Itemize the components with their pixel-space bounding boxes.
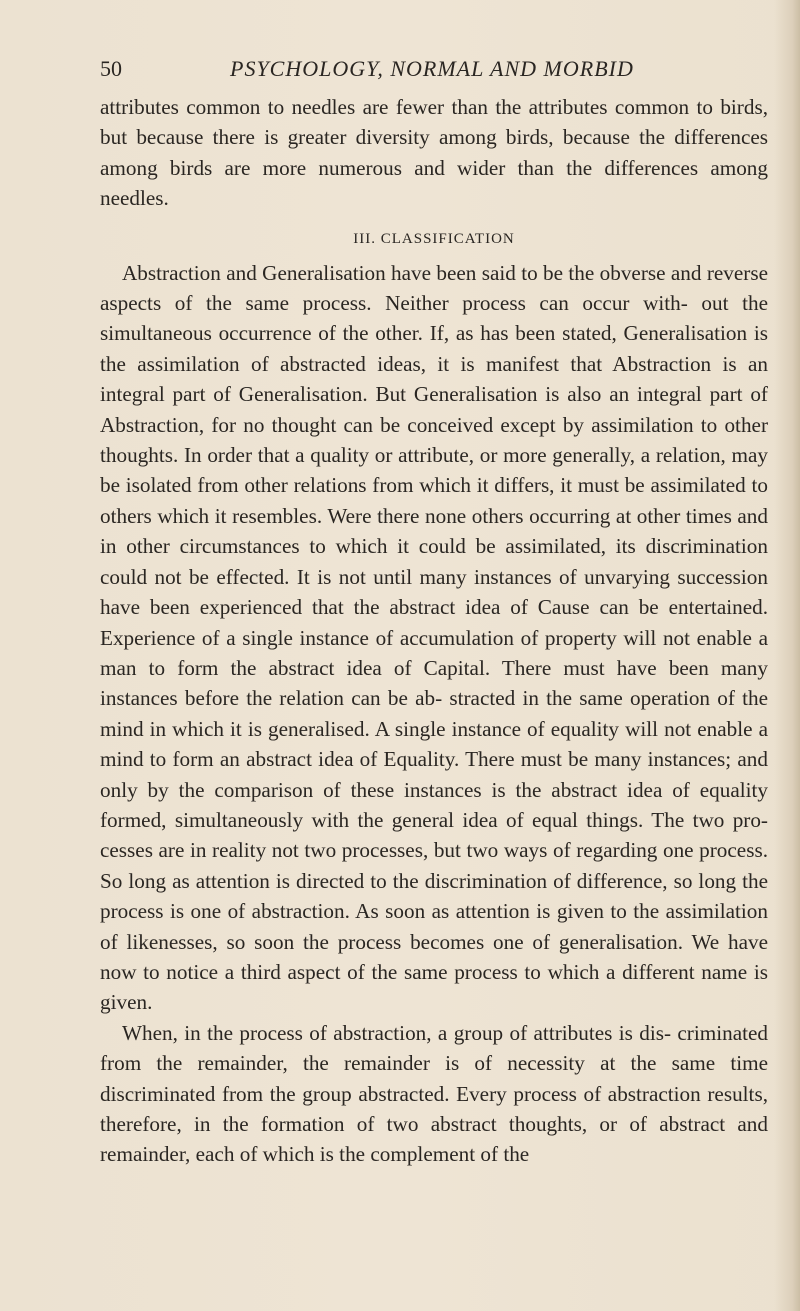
paragraph-2: When, in the process of abstraction, a group of attributes is dis- criminated from the remainder, the remainder is of necessity at the same time discriminated from the group abstracted. Every process of abstraction results, therefore, in the formation of two abstract thoughts, or of abstract and remainder, each of which is the complement of the <box>100 1020 768 1167</box>
page-edge-shadow <box>774 0 800 1311</box>
paragraph-1: Abstraction and Generalisation have been said to be the obverse and reverse aspects of the same process. Neither process can occur with- out the simultaneous occurrence of the other. If, as has been stated, Generalisation is the assimilation of abstracted ideas, it is manifest that Abstraction is an integral part of Generalisation. But Generalisation is also an integral part of Abstraction, for no thought can be conceived except by assimilation to other thoughts. In order that a quality or attribute, or more generally, a relation, may be isolated from other relations from which it differs, it must be assimilated to others which it resembles. Were there none others occurring at other times and in other circumstances to which it could be assimilated, its discrimination could not be effected. It is not until many instances of unvarying succession have been experienced that the abstract idea of Cause can be entertained. Experience of a single instance of accumulation of property will not enable a man to form the abstract idea of Capital. There must have been many instances before the relation can be ab- stracted in the same operation of the mind in which it is generalised. A single instance of equality will not enable a mind to form an abstract idea of Equality. There must be many instances; and only by the comparison of these instances is the abstract idea of equality formed, simultaneously with the general idea of equal things. The two pro- cesses are in reality not two processes, but two ways of regarding one process. So long as attention is directed to the discrimination of difference, so long the process is one of abstraction. As soon as attention is given to the assimilation of likenesses, so soon the process becomes one of generalisation. We have now to notice a third aspect of the same process to which a different name is given. <box>100 260 768 1015</box>
page-number: 50 <box>100 56 122 81</box>
opening-paragraph: attributes common to needles are fewer than the attributes common to birds, but because there is greater diversity among birds, because the differences among birds are more numerous and wider than the differences among needles. <box>100 95 768 211</box>
section-heading: III. CLASSIFICATION <box>353 230 515 247</box>
page-header <box>100 56 768 86</box>
running-title: PSYCHOLOGY, NORMAL AND MORBID <box>230 56 634 81</box>
body-text <box>100 92 768 1170</box>
